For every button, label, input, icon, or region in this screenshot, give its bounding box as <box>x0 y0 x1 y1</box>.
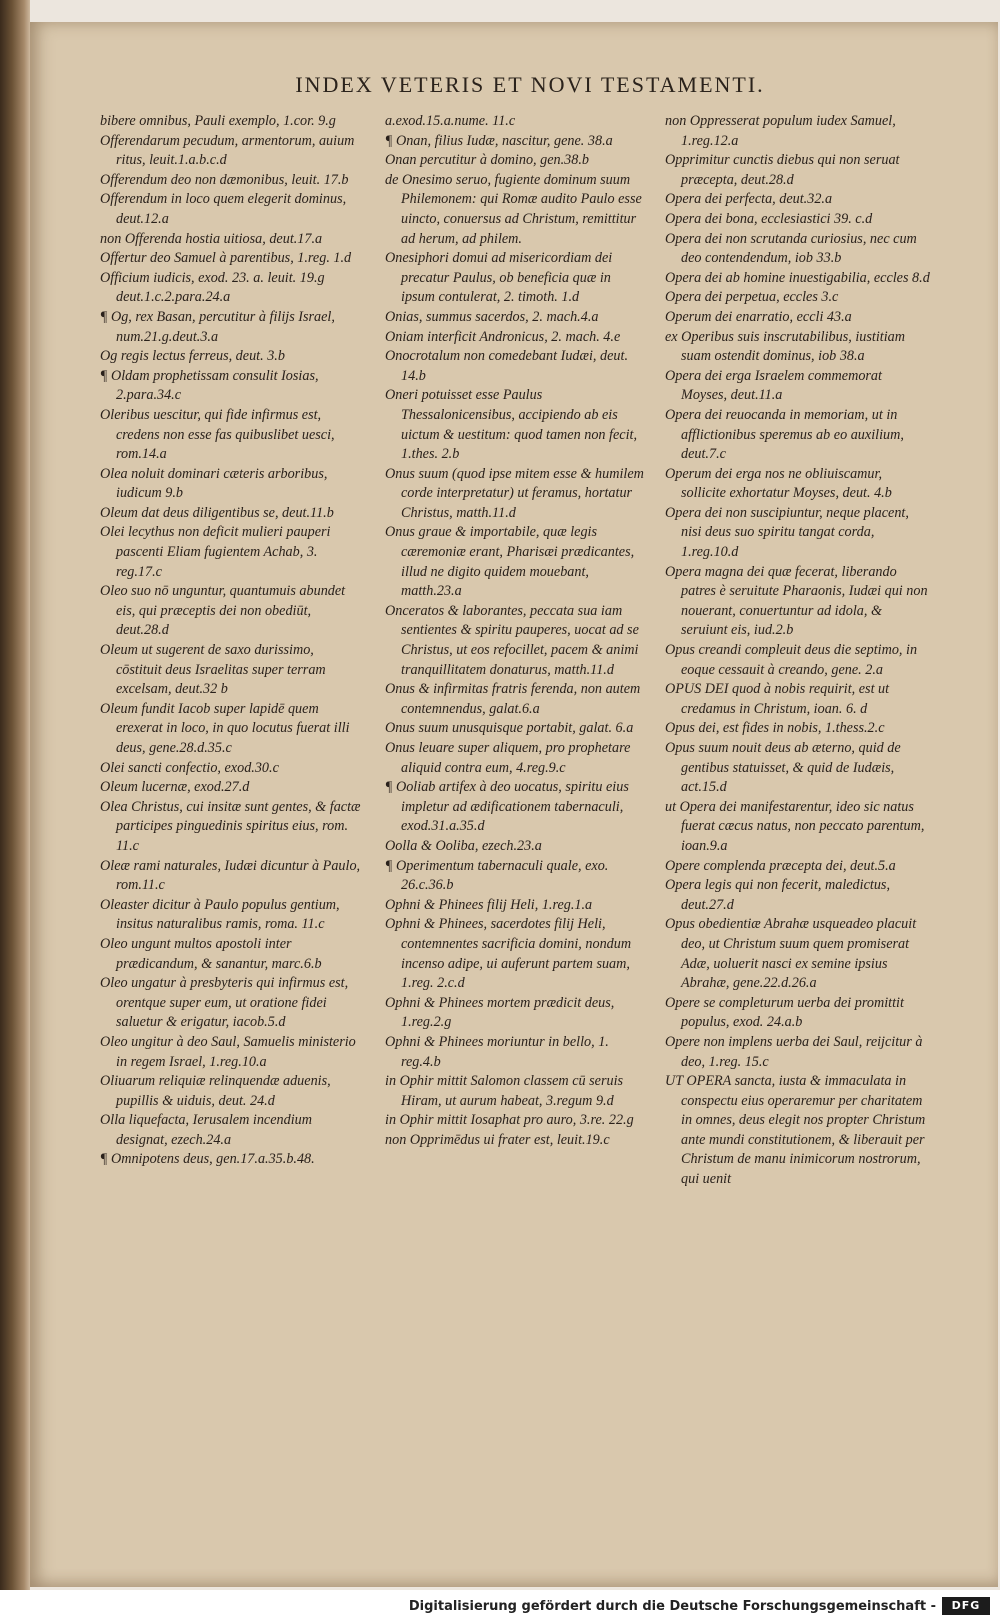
index-entry: Opera magna dei quæ fecerat, liberando patres è seruitute Pharaonis, Iudæi qui non nouerant, conuertuntur ad idola, & seruiunt eis, iud.2.b <box>665 563 928 639</box>
index-entry: Offerendum in loco quem elegerit dominus, deut.12.a <box>100 191 347 227</box>
digitization-footer <box>0 1590 1000 1623</box>
index-entry: Oleum fundit Iacob super lapidē quem erexerat in loco, in quo locutus fuerat illi deus, gene.28.d.35.c <box>100 700 350 756</box>
index-entry: Onesiphori domui ad misericordiam dei precatur Paulus, ob beneficia quæ in ipsum contulerat, 2. timoth. 1.d <box>385 250 613 306</box>
index-entry: Oniam interficit Andronicus, 2. mach. 4.e <box>385 328 621 345</box>
index-entry: Ophni & Phinees mortem prædicit deus, 1.reg.2.g <box>385 994 615 1031</box>
index-entry: Oleum dat deus diligentibus se, deut.11.b <box>100 504 334 521</box>
index-column-middle <box>385 112 647 1150</box>
index-entry: Opere non implens uerba dei Saul, reijcitur à deo, 1.reg. 15.c <box>665 1033 923 1070</box>
index-entry: Onus leuare super aliquem, pro prophetare aliquid contra eum, 4.reg.9.c <box>385 740 631 776</box>
index-entry: Offerendum deo non dæmonibus, leuit. 17.b <box>100 171 349 188</box>
index-entry: Onan percutitur à domino, gen.38.b <box>385 152 589 169</box>
index-entry: Opus obedientiæ Abrahæ usqueadeo placuit deo, ut Christum suum quem promiserat Adæ, uoluerit nasci ex semine ipsius Abrahæ, gene.22.d.26.a <box>665 916 917 992</box>
index-entry: ¶ Omnipotens deus, gen.17.a.35.b.48. <box>100 1151 315 1168</box>
index-entry: Opere se completurum uerba dei promittit populus, exod. 24.a.b <box>665 994 904 1031</box>
index-entry: Opera dei bona, ecclesiastici 39. c.d <box>665 210 873 227</box>
page-title: INDEX VETERIS ET NOVI TESTAMENTI. <box>295 72 765 97</box>
index-entry: Opus suum nouit deus ab æterno, quid de gentibus statuisset, & quid de Iudæis, act.15.d <box>665 740 901 796</box>
index-entry: Operum dei enarratio, eccli 43.a <box>665 308 852 325</box>
index-column-right <box>665 112 930 1190</box>
index-entry: in Ophir mittit Iosaphat pro auro, 3.re. 22.g <box>385 1112 634 1129</box>
index-column-left <box>100 112 362 1170</box>
index-entry: Olei sancti confectio, exod.30.c <box>100 759 279 776</box>
index-entry: Opprimitur cunctis diebus qui non seruat præcepta, deut.28.d <box>665 152 900 188</box>
index-entry: Og regis lectus ferreus, deut. 3.b <box>100 348 285 365</box>
index-entry: Onceratos & laborantes, peccata sua iam sentientes & spiritu pauperes, uocat ad se Christus, ut eos refocillet, pacem & animi tranquillitatem donaturus, matth.11.d <box>385 602 639 678</box>
index-entry: UT OPERA sancta, iusta & immaculata in conspectu eius operaremur per charitatem in omnes, deus elegit nos propter Christum ante mundi constitutionem, & liberauit per Christum de manu inimicorum nostrorum, qui uenit <box>665 1073 926 1188</box>
index-entry: Oleaster dicitur à Paulo populus gentium, insitus naturalibus ramis, roma. 11.c <box>100 896 340 933</box>
index-entry: Oleo ungitur à deo Saul, Samuelis ministerio in regem Israel, 1.reg.10.a <box>100 1033 356 1070</box>
index-entry: Oleo suo nō unguntur, quantumuis abundet eis, qui præceptis dei non obediūt, deut.28.d <box>100 583 346 639</box>
index-entry: Oliuarum reliquiæ relinquendæ aduenis, pupillis & uiduis, deut. 24.d <box>100 1073 331 1109</box>
index-entry: Opera dei ab homine inuestigabilia, eccles 8.d <box>665 269 930 286</box>
index-entry: ex Operibus suis inscrutabilibus, iustitiam suam ostendit dominus, iob 38.a <box>665 328 906 365</box>
index-entry: Offertur deo Samuel à parentibus, 1.reg. 1.d <box>100 250 352 267</box>
index-entry: Ophni & Phinees moriuntur in bello, 1. reg.4.b <box>385 1033 609 1070</box>
index-entry: Onus graue & importabile, quæ legis cæremoniæ erant, Pharisæi prædicantes, illud ne digito quidem mouebant, matth.23.a <box>385 524 635 600</box>
index-entry: Ophni & Phinees filij Heli, 1.reg.1.a <box>385 896 593 913</box>
index-entry: Opera dei perfecta, deut.32.a <box>665 191 833 208</box>
index-entry: Onias, summus sacerdos, 2. mach.4.a <box>385 308 599 325</box>
book-binding-edge <box>0 0 30 1623</box>
index-entry: Opus dei, est fides in nobis, 1.thess.2.c <box>665 720 885 737</box>
index-entry: Opera dei non scrutanda curiosius, nec cum deo contendendum, iob 33.b <box>665 230 917 267</box>
index-entry: Onus & infirmitas fratris ferenda, non autem contemnendus, galat.6.a <box>385 681 641 717</box>
index-entry: non Opprimēdus ui frater est, leuit.19.c <box>385 1131 610 1148</box>
index-entry: Oleribus uescitur, qui fide infirmus est, credens non esse fas quibuslibet uesci, rom.14.a <box>100 406 335 463</box>
footer-credit-text: Digitalisierung gefördert durch die Deutsche Forschungsgemeinschaft - <box>408 1599 936 1614</box>
index-entry: Opera dei erga Israelem commemorat Moyses, deut.11.a <box>665 367 882 404</box>
index-entry: ¶ Oldam prophetissam consulit Iosias, 2.para.34.c <box>100 367 319 404</box>
index-entry: Offerendarum pecudum, armentorum, auium ritus, leuit.1.a.b.c.d <box>100 132 355 169</box>
index-entry: Oleo ungatur à presbyteris qui infirmus est, orentque super eum, ut oratione fidei saluetur & erigatur, iacob.5.d <box>100 975 349 1031</box>
index-entry: de Onesimo seruo, fugiente dominum suum Philemonem: qui Romæ audito Paulo esse uincto, conuersus ad Christum, remittitur ad herum, ad philem. <box>385 171 642 247</box>
index-entry: Onocrotalum non comedebant Iudæi, deut. 14.b <box>385 348 628 384</box>
index-entry: a.exod.15.a.nume. 11.c <box>385 113 516 129</box>
index-entry: Opera dei reuocanda in memoriam, ut in afflictionibus speremus ab eo auxilium, deut.7.c <box>665 406 904 463</box>
index-entry: ¶ Operimentum tabernaculi quale, exo. 26.c.36.b <box>385 857 609 894</box>
index-entry: OPUS DEI quod à nobis requirit, est ut credamus in Christum, ioan. 6. d <box>665 681 890 717</box>
index-entry: Oleæ rami naturales, Iudæi dicuntur à Paulo, rom.11.c <box>100 857 361 894</box>
index-entry: Oleo ungunt multos apostoli inter prædicandum, & sanantur, marc.6.b <box>100 935 322 972</box>
dfg-logo: DFG <box>942 1597 990 1615</box>
index-entry: Oneri potuisset esse Paulus Thessalonicensibus, accipiendo ab eis uictum & uestitum: quod tamen non fecit, 1.thes. 2.b <box>385 387 638 463</box>
index-entry: Oolla & Ooliba, ezech.23.a <box>385 837 542 854</box>
index-entry: Ophni & Phinees, sacerdotes filij Heli, contemnentes sacrificia domini, nondum incenso adipe, ui auferunt partem suam, 1.reg. 2.c.d <box>385 916 632 992</box>
index-entry: Opera dei non suscipiuntur, neque placent, nisi deus suo spiritu tangat corda, 1.reg.10.d <box>665 504 909 561</box>
index-entry: Onus suum (quod ipse mitem esse & humilem corde interpretatur) ut feramus, hortatur Christus, matth.11.d <box>385 465 644 521</box>
index-entry: Oleum ut sugerent de saxo durissimo, cōstituit deus Israelitas super terram excelsam, deut.32 b <box>100 642 326 698</box>
index-entry: ¶ Onan, filius Iudæ, nascitur, gene. 38.a <box>385 132 613 149</box>
index-entry: Opere complenda præcepta dei, deut.5.a <box>665 857 896 874</box>
index-entry: ¶ Ooliab artifex à deo uocatus, spiritu eius impletur ad ædificationem tabernaculi, exod.31.a.35.d <box>385 779 629 835</box>
index-entry: Opera dei perpetua, eccles 3.c <box>665 289 839 306</box>
index-entry: non Offerenda hostia uitiosa, deut.17.a <box>100 230 323 247</box>
index-entry: Olea Christus, cui insitæ sunt gentes, & factæ participes pinguedinis spiritus eius, rom. 11.c <box>100 798 361 854</box>
index-entry: Onus suum unusquisque portabit, galat. 6.a <box>385 720 634 737</box>
index-entry: Operum dei erga nos ne obliuiscamur, sollicite exhortatur Moyses, deut. 4.b <box>665 465 892 502</box>
index-entry: Olei lecythus non deficit mulieri pauperi pascenti Eliam fugientem Achab, 3. reg.17.c <box>100 524 331 580</box>
index-entry: Olla liquefacta, Ierusalem incendium designat, ezech.24.a <box>100 1112 312 1148</box>
index-entry: Opus creandi compleuit deus die septimo, in eoque cessauit à creando, gene. 2.a <box>665 642 918 678</box>
index-entry: Opera legis qui non fecerit, maledictus, deut.27.d <box>665 877 890 913</box>
index-entry: Oleum lucernæ, exod.27.d <box>100 779 250 796</box>
index-entry: Officium iudicis, exod. 23. a. leuit. 19.g deut.1.c.2.para.24.a <box>100 269 325 306</box>
index-entry: ¶ Og, rex Basan, percutitur à filijs Israel, num.21.g.deut.3.a <box>100 308 335 345</box>
index-entry: bibere omnibus, Pauli exemplo, 1.cor. 9.g <box>100 113 336 129</box>
index-entry: Olea noluit dominari cæteris arboribus, iudicum 9.b <box>100 465 328 502</box>
index-entry: in Ophir mittit Salomon classem cū seruis Hiram, ut aurum habeat, 3.regum 9.d <box>385 1073 624 1109</box>
index-entry: ut Opera dei manifestarentur, ideo sic natus fuerat cæcus natus, non peccato parentum, ioan.9.a <box>665 798 925 854</box>
index-entry: non Oppresserat populum iudex Samuel, 1.reg.12.a <box>665 113 896 149</box>
